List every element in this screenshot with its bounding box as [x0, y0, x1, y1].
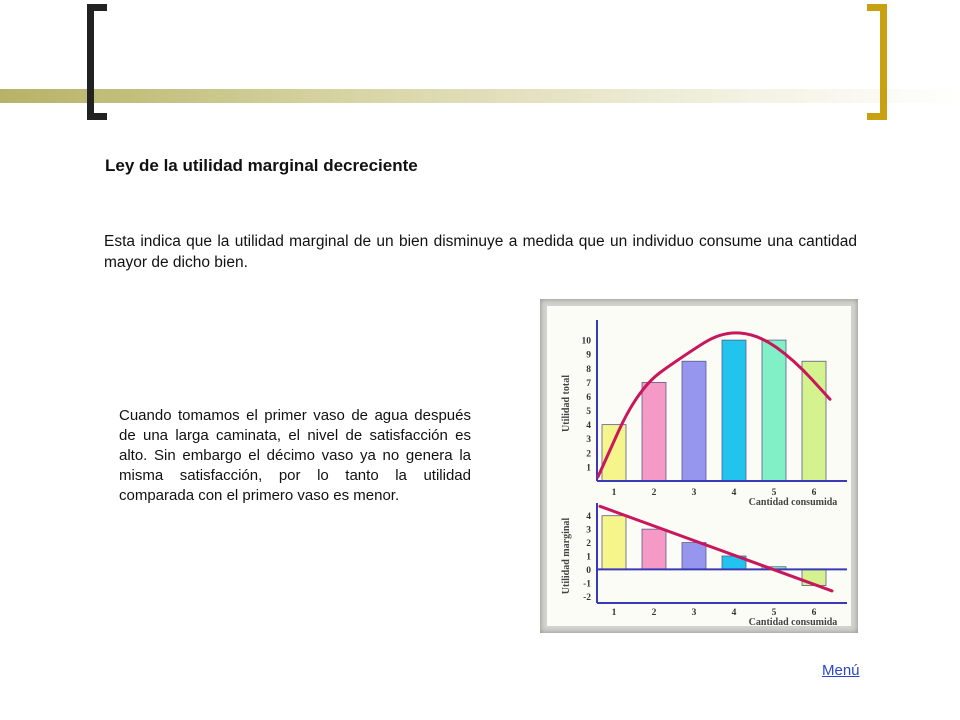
bar-marginal-1 — [602, 516, 626, 570]
bar-total-6 — [802, 361, 826, 481]
x-axis-label-marginal: Cantidad consumida — [748, 617, 838, 626]
y-tick-total: 7 — [586, 378, 591, 389]
x-tick-marginal: 6 — [811, 608, 817, 618]
bar-total-5 — [762, 340, 786, 481]
y-axis-label-total: Utilidad total — [561, 375, 572, 432]
x-tick-marginal: 2 — [651, 608, 657, 618]
header-band — [0, 89, 960, 103]
y-tick-total: 8 — [586, 364, 591, 375]
x-tick-marginal: 4 — [731, 608, 737, 618]
utility-charts — [547, 306, 851, 626]
y-tick-marginal: 0 — [586, 565, 591, 576]
marginal-utility-line — [600, 506, 832, 591]
x-tick-total: 3 — [691, 488, 697, 498]
x-tick-marginal: 5 — [771, 608, 777, 618]
y-tick-marginal: -1 — [583, 579, 591, 590]
y-tick-total: 4 — [586, 421, 591, 432]
bar-total-3 — [682, 361, 706, 481]
y-tick-marginal: -2 — [583, 592, 591, 603]
x-tick-total: 6 — [811, 488, 817, 498]
total-utility-curve — [598, 333, 830, 477]
y-tick-marginal: 2 — [586, 539, 591, 550]
x-tick-marginal: 3 — [691, 608, 697, 618]
y-tick-total: 2 — [586, 449, 591, 460]
y-tick-marginal: 4 — [586, 512, 591, 523]
x-axis-label-total: Cantidad consumida — [748, 497, 838, 508]
right-bracket — [867, 4, 887, 120]
bar-total-4 — [722, 340, 746, 481]
x-tick-marginal: 1 — [611, 608, 617, 618]
y-tick-total: 5 — [586, 407, 591, 418]
bar-marginal-3 — [682, 543, 706, 570]
y-tick-total: 10 — [581, 336, 591, 347]
page-title: Ley de la utilidad marginal decreciente — [105, 156, 418, 175]
y-axis-label-marginal: Utilidad marginal — [561, 517, 572, 595]
bar-marginal-2 — [642, 529, 666, 569]
intro-paragraph: Esta indica que la utilidad marginal de un bien disminuye a medida que un individuo consume una cantidad mayor de dicho bien. — [104, 233, 857, 271]
y-tick-total: 1 — [586, 463, 591, 474]
example-paragraph: Cuando tomamos el primer vaso de agua después de una larga caminata, el nivel de satisfacción es alto. Sin embargo el décimo vaso ya no genera la misma satisfacción, por lo tanto la utilidad comparada con el primero vaso es menor. — [119, 407, 471, 504]
y-tick-marginal: 3 — [586, 525, 591, 536]
x-tick-total: 5 — [771, 488, 777, 498]
menu-link[interactable]: Menú — [822, 662, 860, 679]
y-tick-total: 6 — [586, 392, 591, 403]
x-tick-total: 4 — [731, 488, 737, 498]
y-tick-marginal: 1 — [586, 552, 591, 563]
left-bracket — [87, 4, 107, 120]
y-tick-total: 3 — [586, 435, 591, 446]
x-tick-total: 1 — [611, 488, 617, 498]
x-tick-total: 2 — [651, 488, 657, 498]
bar-total-1 — [602, 425, 626, 481]
utility-figure — [540, 299, 858, 633]
bar-total-2 — [642, 382, 666, 481]
y-tick-total: 9 — [586, 350, 591, 361]
